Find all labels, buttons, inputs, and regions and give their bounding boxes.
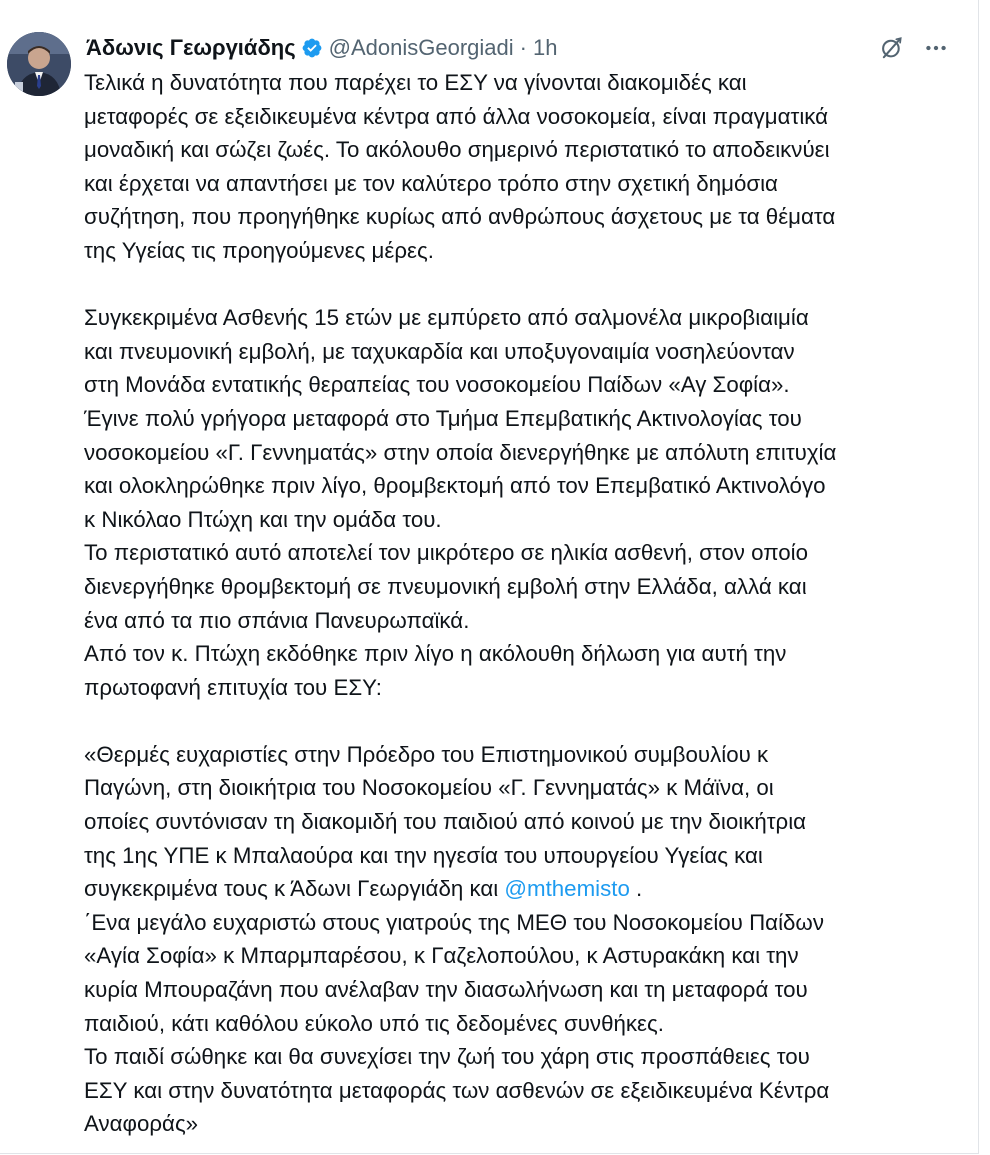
- tweet-line: [84, 872, 964, 906]
- blank-line: [84, 704, 964, 738]
- tweet-line: Έγινε πολύ γρήγορα μεταφορά στο Τμήμα Επεμβατικής Ακτινολογίας του: [84, 405, 802, 431]
- more-options-button[interactable]: [918, 31, 954, 65]
- mention-link[interactable]: @mthemisto: [504, 876, 630, 902]
- tweet-line: «Αγία Σοφία» κ Μπαρμπαρέσου, κ Γαζελοπούλου, κ Αστυρακάκη και την: [84, 943, 799, 969]
- tweet-line: Τελικά η δυνατότητα που παρέχει το ΕΣΥ να γίνονται διακομιδές και: [84, 70, 747, 95]
- tweet-line: Το περιστατικό αυτό αποτελεί τον μικρότερο σε ηλικία ασθενή, στον οποίο: [84, 540, 809, 566]
- grok-button[interactable]: [874, 31, 910, 65]
- separator-dot: ·: [519, 35, 527, 60]
- avatar[interactable]: [7, 32, 71, 96]
- tweet-line: πρωτοφανή επιτυχία του ΕΣΥ:: [84, 674, 382, 700]
- tweet-line: ένα από τα πιο σπάνια Πανευρωπαϊκά.: [84, 607, 470, 633]
- tweet-line: και ολοκληρώθηκε πριν λίγο, θρομβεκτομή από τον Επεμβατικό Ακτινολόγο: [84, 473, 826, 499]
- tweet-line: κ Νικόλαο Πτώχη και την ομάδα του.: [84, 506, 442, 532]
- tweet-line: συζήτηση, που προηγήθηκε κυρίως από ανθρώπους άσχετους με τα θέματα: [84, 204, 836, 230]
- tweet-header: [86, 31, 557, 65]
- tweet-line: «Θερμές ευχαριστίες στην Πρόεδρο του Επιστημονικού συμβουλίου κ: [84, 741, 769, 767]
- tweet-line: και έρχεται να απαντήσει με τον καλύτερο τρόπο στην σχετική δημόσια: [84, 170, 778, 196]
- tweet-line: Συγκεκριμένα Ασθενής 15 ετών με εμπύρετο από σαλμονέλα μικροβιαιμία: [84, 305, 809, 331]
- tweet-line: μοναδική και σώζει ζωές. Το ακόλουθο σημερινό περιστατικό το αποδεικνύει: [84, 137, 830, 163]
- tweet-line-segment: .: [629, 876, 643, 902]
- tweet-paragraphs: [84, 906, 964, 1141]
- tweet-line: ΕΣΥ και στην δυνατότητα μεταφοράς των ασθενών σε εξειδικευμένα Κέντρα: [84, 1077, 830, 1103]
- tweet-line: ΄Ενα μεγάλο ευχαριστώ στους γιατρούς της ΜΕΘ του Νοσοκομείου Παίδων: [84, 909, 824, 935]
- blank-line: [84, 268, 964, 302]
- more-options-icon: [923, 35, 949, 61]
- tweet-line-segment: συγκεκριμένα τους κ Άδωνι Γεωργιάδη και: [84, 876, 505, 902]
- tweet-paragraphs: [84, 66, 964, 872]
- tweet-timestamp[interactable]: 1h: [533, 35, 558, 60]
- author-name[interactable]: Άδωνις Γεωργιάδης: [86, 35, 296, 60]
- tweet-line: οποίες συντόνισαν τη διακομιδή του παιδιού από κοινού με την διοικήτρια: [84, 809, 807, 835]
- tweet-line: της 1ης ΥΠΕ κ Μπαλαούρα και την ηγεσία του υπουργείου Υγείας και: [84, 842, 763, 868]
- author-handle[interactable]: @AdonisGeorgiadi: [328, 35, 514, 60]
- grok-icon: [879, 35, 905, 61]
- tweet-line: παιδιού, κάτι καθόλου εύκολο υπό τις δεδομένες συνθήκες.: [84, 1010, 664, 1036]
- tweet-line: Παγώνη, στη διοικήτρια του Νοσοκομείου «Γ. Γεννηματάς» κ Μάϊνα, οι: [84, 775, 774, 801]
- avatar-photo: [7, 32, 71, 96]
- tweet-line: νοσοκομείου «Γ. Γεννηματάς» στην οποία διενεργήθηκε με απόλυτη επιτυχία: [84, 439, 837, 465]
- tweet-line: Το παιδί σώθηκε και θα συνεχίσει την ζωή του χάρη στις προσπάθειες του: [84, 1044, 810, 1070]
- tweet-line: μεταφορές σε εξειδικευμένα κέντρα από άλλα νοσοκομεία, είναι πραγματικά: [84, 103, 829, 129]
- tweet-line: της Υγείας τις προηγούμενες μέρες.: [84, 237, 434, 263]
- tweet-line: κυρία Μπουραζάνη που ανέλαβαν την διασωλήνωση και τη μεταφορά του: [84, 977, 808, 1003]
- tweet-line: στη Μονάδα εντατικής θεραπείας του νοσοκομείου Παίδων «Αγ Σοφία».: [84, 372, 790, 398]
- tweet-line: Από τον κ. Πτώχη εκδόθηκε πριν λίγο η ακόλουθη δήλωση για αυτή την: [84, 641, 787, 667]
- tweet-line: Αναφοράς»: [84, 1111, 199, 1137]
- tweet-line: και πνευμονική εμβολή, με ταχυκαρδία και υποξυγοναιμία νοσηλεύονταν: [84, 338, 795, 364]
- verified-badge-icon: [301, 37, 323, 59]
- tweet-text: [84, 66, 964, 1141]
- tweet-line: διενεργήθηκε θρομβεκτομή σε πνευμονική εμβολή στην Ελλάδα, αλλά και: [84, 573, 807, 599]
